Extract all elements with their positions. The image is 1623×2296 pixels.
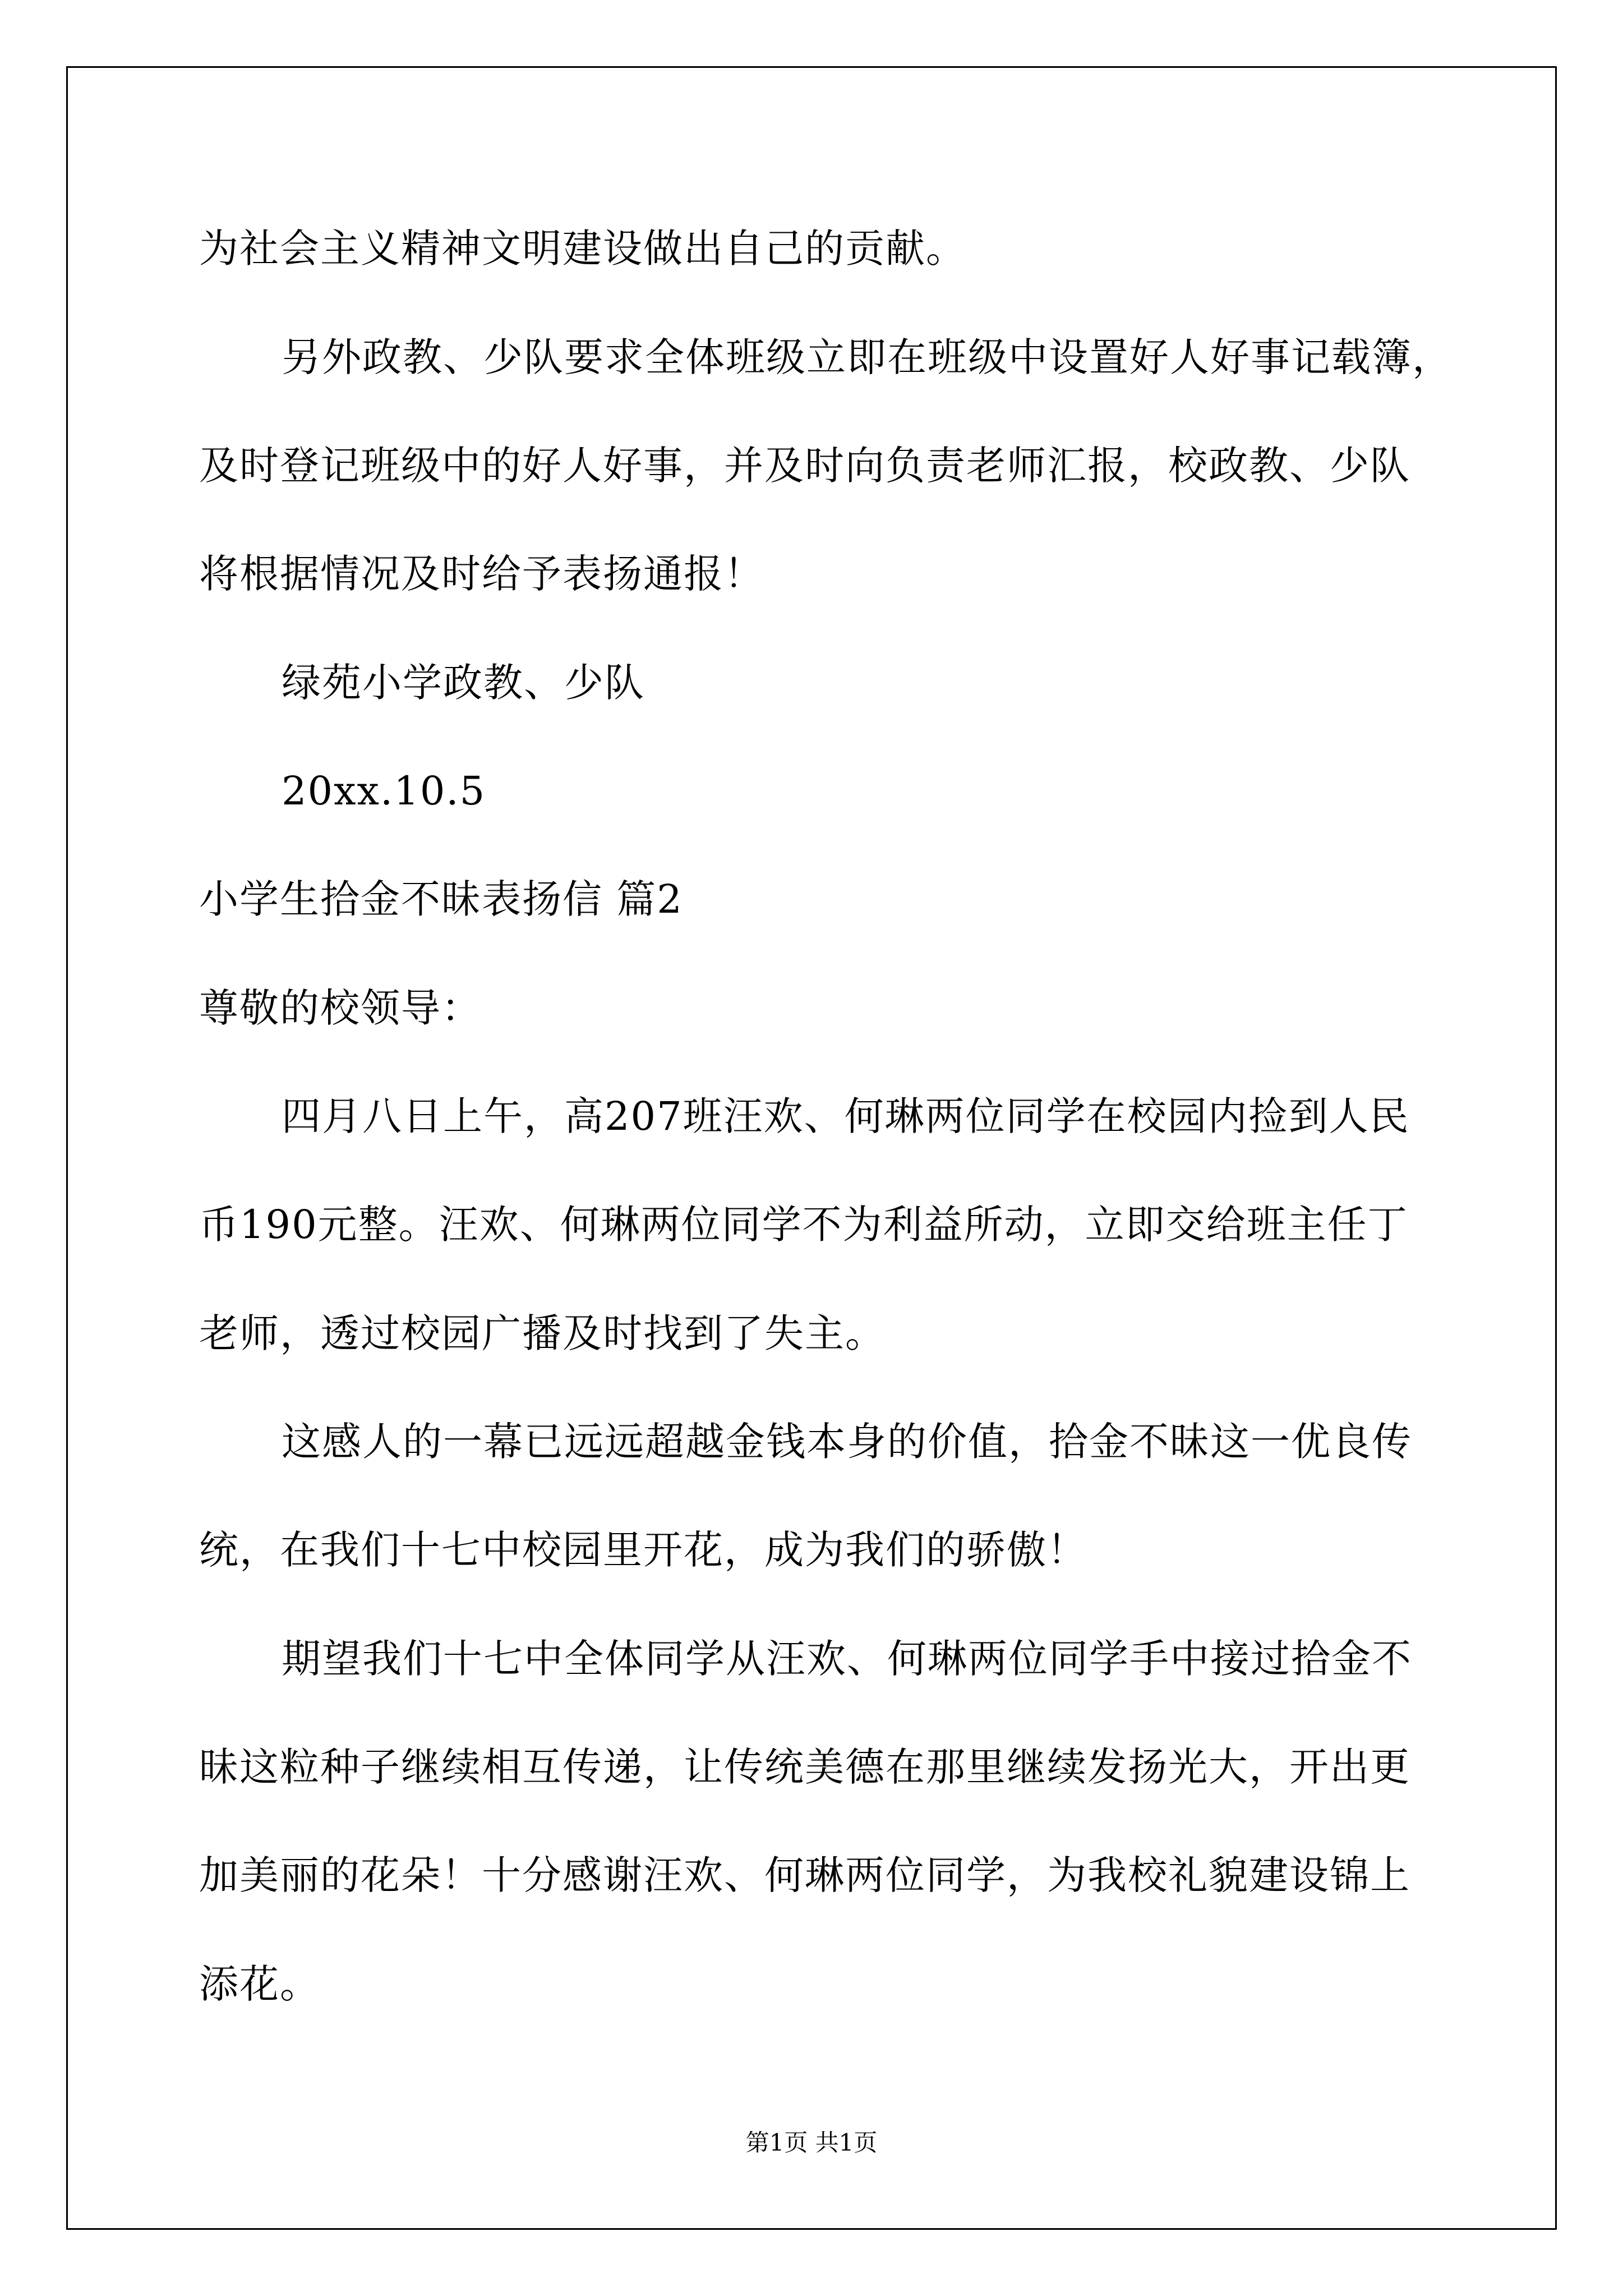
page-footer: 第1页 共1页 (745, 2129, 878, 2156)
paragraph-line: 期望我们十七中全体同学从汪欢、何琳两位同学手中接过拾金不 (282, 1636, 1412, 1682)
paragraph-line: 币190元整。汪欢、何琳两位同学不为利益所动，立即交给班主任丁 (199, 1202, 1408, 1248)
paragraph-line: 统，在我们十七中校园里开花，成为我们的骄傲！ (199, 1527, 1087, 1573)
paragraph-line: 加美丽的花朵！十分感谢汪欢、何琳两位同学，为我校礼貌建设锦上 (199, 1852, 1410, 1898)
paragraph-line: 为社会主义精神文明建设做出自己的贡献。 (199, 226, 966, 272)
salutation: 尊敬的校领导： (199, 985, 482, 1031)
page-frame (66, 66, 1557, 2230)
paragraph-line: 添花。 (199, 1961, 320, 2007)
paragraph-line: 另外政教、少队要求全体班级立即在班级中设置好人好事记载簿， (282, 334, 1453, 380)
signature-org: 绿苑小学政教、少队 (282, 660, 645, 706)
paragraph-line: 四月八日上午，高207班汪欢、何琳两位同学在校园内捡到人民 (282, 1093, 1410, 1139)
paragraph-line: 老师，透过校园广播及时找到了失主。 (199, 1310, 886, 1356)
section-title: 小学生拾金不昧表扬信 篇2 (199, 876, 683, 922)
paragraph-line: 将根据情况及时给予表扬通报！ (199, 551, 764, 597)
paragraph-line: 这感人的一幕已远远超越金钱本身的价值，拾金不昧这一优良传 (282, 1419, 1412, 1465)
signature-date: 20xx.10.5 (282, 768, 486, 814)
paragraph-line: 昧这粒种子继续相互传递，让传统美德在那里继续发扬光大，开出更 (199, 1744, 1410, 1790)
paragraph-line: 及时登记班级中的好人好事，并及时向负责老师汇报，校政教、少队 (199, 443, 1410, 489)
